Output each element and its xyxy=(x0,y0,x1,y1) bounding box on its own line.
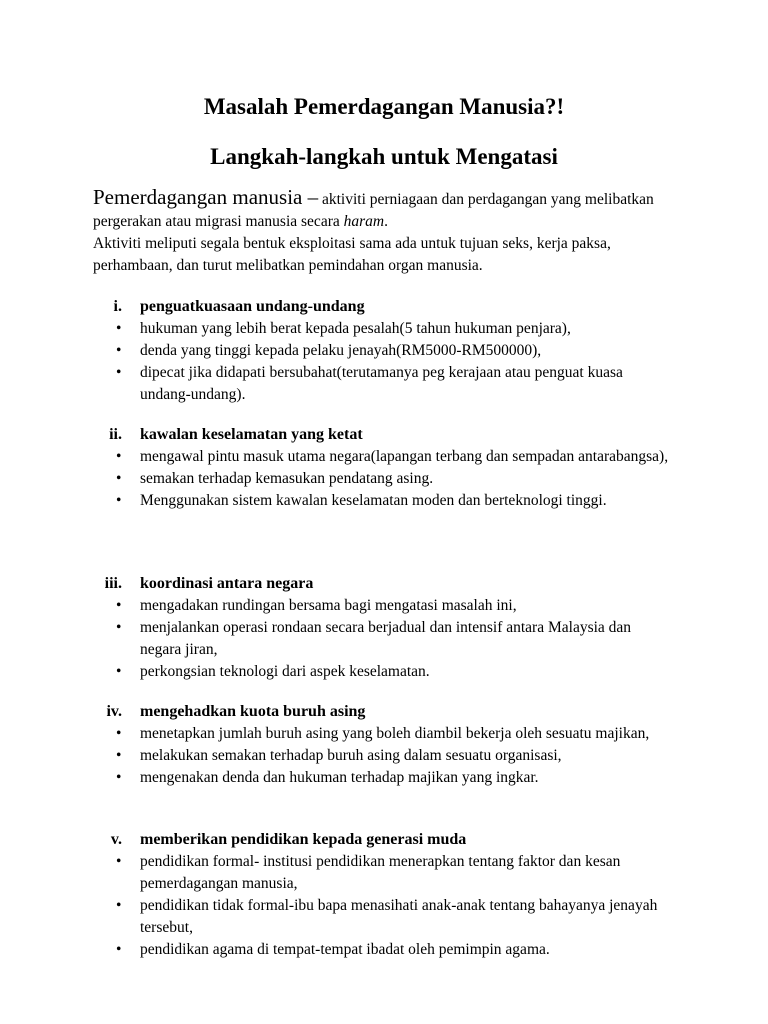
list-item xyxy=(0,490,670,512)
list-item-text: pendidikan tidak formal-ibu bapa menasihati anak-anak tentang bahayanya jenayah tersebut, xyxy=(140,897,658,936)
section-heading: kawalan keselamatan yang ketat xyxy=(140,426,363,443)
bullet-icon: • xyxy=(116,769,122,786)
list-item-text: perkongsian teknologi dari aspek keselamatan. xyxy=(140,663,430,680)
section-numeral: iv. xyxy=(106,703,122,720)
section-ii xyxy=(0,424,768,512)
intro-term: Pemerdagangan manusia – xyxy=(93,185,319,209)
bullet-list xyxy=(0,851,768,961)
list-item-text: mengadakan rundingan bersama bagi mengatasi masalah ini, xyxy=(140,597,517,614)
list-item-text: mengenakan denda dan hukuman terhadap majikan yang ingkar. xyxy=(140,769,539,786)
list-item xyxy=(0,851,670,895)
section-header xyxy=(0,573,768,595)
list-item xyxy=(0,362,670,406)
bullet-icon: • xyxy=(116,853,122,870)
section-heading: memberikan pendidikan kepada generasi muda xyxy=(140,831,467,848)
section-i xyxy=(0,296,768,406)
list-item xyxy=(0,723,670,745)
list-item xyxy=(0,939,670,961)
list-item xyxy=(0,767,670,789)
document-subtitle: Langkah-langkah untuk Mengatasi xyxy=(210,144,558,169)
bullet-icon: • xyxy=(116,342,122,359)
list-item-text: menetapkan jumlah buruh asing yang boleh diambil bekerja oleh sesuatu majikan, xyxy=(140,725,650,742)
list-item xyxy=(0,446,670,468)
section-v xyxy=(0,829,768,961)
bullet-icon: • xyxy=(116,941,122,958)
intro-definition xyxy=(93,186,683,233)
bullet-icon: • xyxy=(116,897,122,914)
bullet-icon: • xyxy=(116,597,122,614)
bullet-list xyxy=(0,446,768,512)
section-numeral: v. xyxy=(110,831,122,848)
list-item-text: denda yang tinggi kepada pelaku jenayah(RM5000-RM500000), xyxy=(140,342,542,359)
intro-block xyxy=(93,186,683,277)
list-item xyxy=(0,661,670,683)
intro-definition-text: aktiviti perniagaan dan perdagangan yang melibatkan pergerakan atau migrasi manusia secara xyxy=(93,191,654,230)
bullet-list xyxy=(0,595,768,683)
list-item xyxy=(0,318,670,340)
list-item xyxy=(0,617,670,661)
section-heading: penguatkuasaan undang-undang xyxy=(140,298,365,315)
list-item xyxy=(0,340,670,362)
bullet-icon: • xyxy=(116,448,122,465)
list-item-text: pendidikan agama di tempat-tempat ibadat oleh pemimpin agama. xyxy=(140,941,550,958)
section-heading: koordinasi antara negara xyxy=(140,575,314,592)
section-header xyxy=(0,829,768,851)
section-heading: mengehadkan kuota buruh asing xyxy=(140,703,366,720)
list-item-text: melakukan semakan terhadap buruh asing dalam sesuatu organisasi, xyxy=(140,747,562,764)
list-item-text: hukuman yang lebih berat kepada pesalah(5 tahun hukuman penjara), xyxy=(140,320,571,337)
bullet-icon: • xyxy=(116,663,122,680)
bullet-icon: • xyxy=(116,725,122,742)
section-header xyxy=(0,424,768,446)
list-item-text: Menggunakan sistem kawalan keselamatan moden dan berteknologi tinggi. xyxy=(140,492,607,509)
section-header xyxy=(0,296,768,318)
intro-definition-italic: haram xyxy=(343,213,385,230)
list-item-text: menjalankan operasi rondaan secara berjadual dan intensif antara Malaysia dan negara jiran, xyxy=(140,619,632,658)
list-item xyxy=(0,468,670,490)
document-title: Masalah Pemerdagangan Manusia?! xyxy=(203,94,565,119)
bullet-icon: • xyxy=(116,364,122,381)
bullet-icon: • xyxy=(116,619,122,636)
list-item-text: mengawal pintu masuk utama negara(lapangan terbang dan sempadan antarabangsa), xyxy=(140,448,669,465)
bullet-list xyxy=(0,318,768,406)
bullet-icon: • xyxy=(116,470,122,487)
bullet-list xyxy=(0,723,768,789)
intro-paragraph-2: Aktiviti meliputi segala bentuk eksploitasi sama ada untuk tujuan seks, kerja paksa, perhambaan, dan turut melibatkan pemindahan organ manusia. xyxy=(93,235,611,274)
bullet-icon: • xyxy=(116,320,122,337)
section-iv xyxy=(0,701,768,789)
intro-definition-end: . xyxy=(384,213,388,230)
section-header xyxy=(0,701,768,723)
section-numeral: i. xyxy=(113,298,122,315)
list-item-text: dipecat jika didapati bersubahat(terutamanya peg kerajaan atau penguat kuasa undang-undang). xyxy=(140,364,623,403)
list-item xyxy=(0,745,670,767)
section-numeral: iii. xyxy=(104,575,122,592)
list-item-text: semakan terhadap kemasukan pendatang asing. xyxy=(140,470,434,487)
section-numeral: ii. xyxy=(109,426,122,443)
list-item-text: pendidikan formal- institusi pendidikan menerapkan tentang faktor dan kesan pemerdagangan manusia, xyxy=(140,853,621,892)
section-iii xyxy=(0,573,768,683)
list-item xyxy=(0,595,670,617)
list-item xyxy=(0,895,670,939)
bullet-icon: • xyxy=(116,747,122,764)
bullet-icon: • xyxy=(116,492,122,509)
